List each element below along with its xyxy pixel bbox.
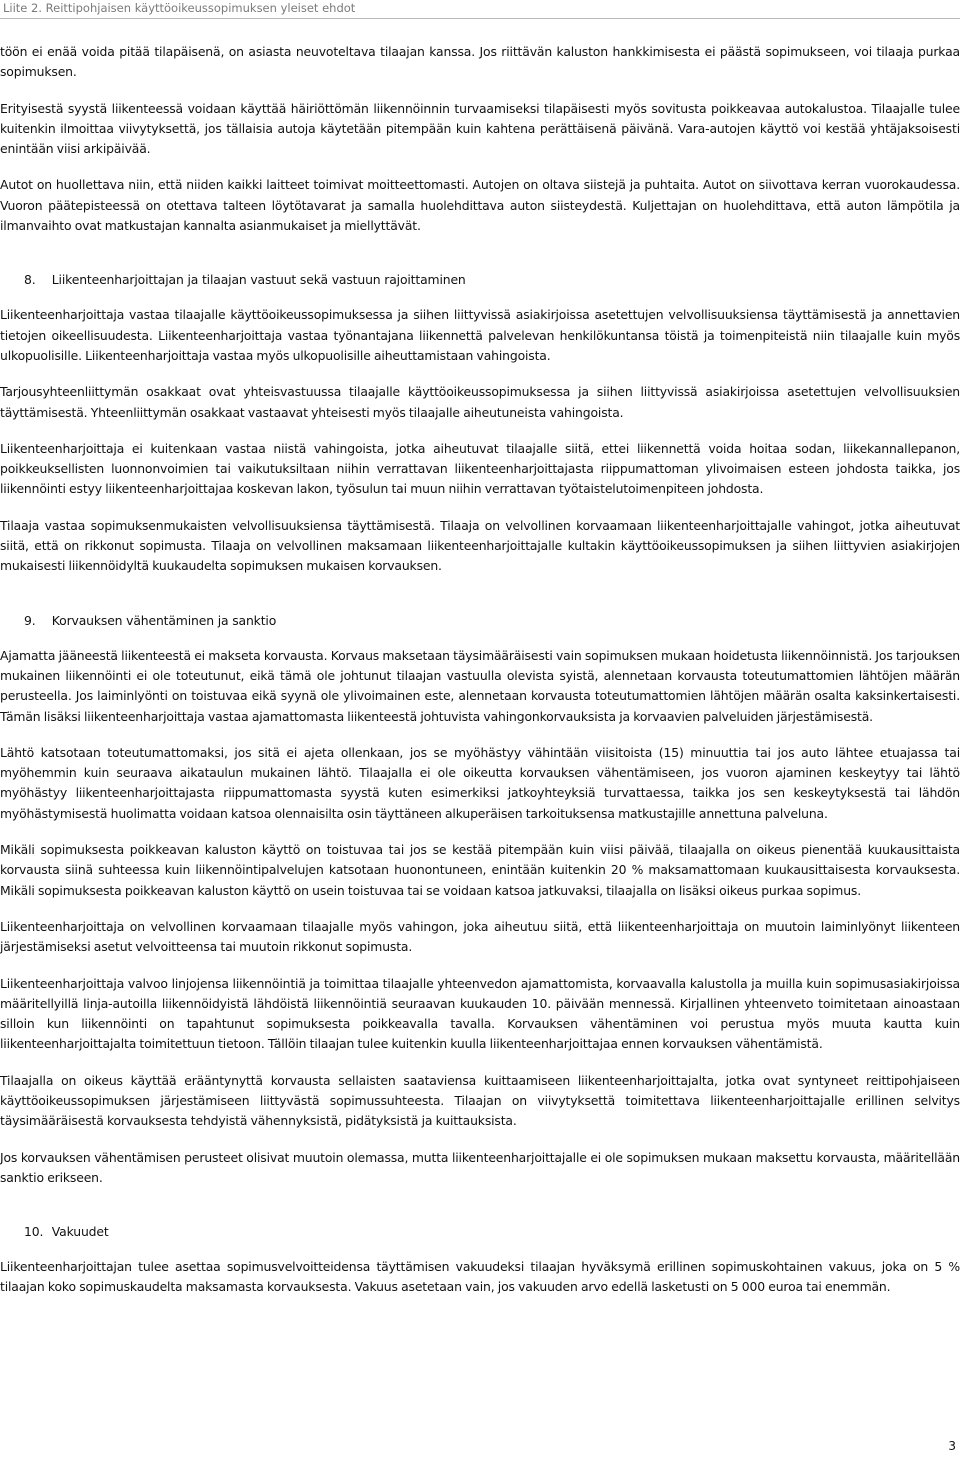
paragraph: Autot on huollettava niin, että niiden kaikki laitteet toimivat moitteettomasti. Autojen on oltava siistejä ja puhtaita. Autot on siivottava kerran vuorokaudessa. Vuoron päätepisteessä on otettava talteen löytötavarat ja samalla huolehdittava auton siisteydestä. Kuljettajan on huolehdittava, että auton lämpötila ja ilmanvaihto ovat matkustajan kannalta asianmukaiset ja miellyttävät. [0, 177, 960, 234]
paragraph: Tilaaja vastaa sopimuksenmukaisten velvollisuuksiensa täyttämisestä. Tilaaja on velvollinen korvaamaan liikenteenharjoittajalle vahingot, jotka aiheutuvat siitä, että on rikkonut sopimusta. Tilaaja on velvollinen maksamaan liikenteenharjoittajalle kultakin käyttöoikeussopimuksen ja siihen liittyvien asiakirjojen mukaisesti liikennöidyltä kuukaudelta sopimuksen mukaisen korvauksen. [0, 517, 960, 574]
section-title: Liikenteenharjoittajan ja tilaajan vastuut sekä vastuun rajoittaminen [51, 272, 466, 288]
section-number: 10. [24, 1224, 44, 1240]
section-number: 9. [24, 612, 36, 628]
paragraph: Jos korvauksen vähentämisen perusteet olisivat muutoin olemassa, mutta liikenteenharjoittajalle ei ole sopimuksen mukaan maksettu korvausta, määritellään sanktio erikseen. [0, 1149, 960, 1185]
paragraph: Liikenteenharjoittaja on velvollinen korvaamaan tilaajalle myös vahingon, joka aiheutuu siitä, että liikenteenharjoittaja on muutoin laiminlyönyt liikenteen järjestämiseksi asetut velvoitteensa tai muutoin rikkonut sopimusta. [0, 918, 960, 955]
page-header [0, 0, 960, 19]
paragraph: Liikenteenharjoittaja valvoo linjojensa liikennöintiä ja toimittaa tilaajalle yhteenvedon ajamattomista, korvaavalla kalustolla ja muilla kuin sopimusasiakirjoissa määritellyillä linja-autoilla liikennöidyistä lähdöistä liikennöintiä seuraavan kuukauden 10. päivään mennessä. Kirjallinen yhteenveto toimitetaan ainoastaan silloin kun liikennöinti on tapahtunut sopimuksesta poikkeavalla tavalla. Korvauksen vähentäminen voi perustua myös muuta kautta kuin liikenteenharjoittajalta toimitettuun tietoon. Tällöin tilaajan tulee kuitenkin kuulla liikenteenharjoittajaa ennen korvauksen vähentämistä. [0, 975, 960, 1052]
paragraph: Liikenteenharjoittaja vastaa tilaajalle käyttöoikeussopimuksessa ja siihen liittyvissä asiakirjoissa asetettujen velvollisuuksiensa täyttämisestä ja annettavien tietojen oikeellisuudesta. Liikenteenharjoittaja vastaa työnantajana liikennettä palvelevan henkilökuntansa töistä ja toimenpiteistä niin tilaajalle kuin myös ulkopuolisille. Liikenteenharjoittaja vastaa myös ulkopuolisille aiheuttamistaan vahingoista. [0, 307, 960, 363]
paragraph: Liikenteenharjoittajan tulee asettaa sopimusvelvoitteidensa täyttämisen vakuudeksi tilaajan hyväksymä erillinen sopimuskohtainen vakuus, joka on 5 % tilaajan koko sopimuskaudelta maksamasta korvauksesta. Vakuus asetetaan vain, jos vakuuden arvo edellä lasketusti on 5 000 euroa tai enemmän. [0, 1259, 960, 1295]
section-title: Korvauksen vähentäminen ja sanktio [51, 612, 277, 628]
paragraph: Tilaajalla on oikeus käyttää erääntynyttä korvausta sellaisten saataviensa kuittaamiseen liikenteenharjoittajalta, jotka ovat syntyneet reittipohjaiseen käyttöoikeussopimuksen järjestämiseen liittyvästä sopimussuhteesta. Tilaajan on viivytyksettä toimitettava liikenteenharjoittajalle erillinen selvitys täysimääräisestä korvauksesta tehdyistä vähennyksistä, pidätyksistä ja kuittauksista. [0, 1072, 960, 1129]
paragraph: Mikäli sopimuksesta poikkeavan kaluston käyttö on toistuvaa tai jos se kestää pitempään kuin viisi päivää, tilaajalla on oikeus pienentää kuukausittaista korvausta siinä suhteessa kuin liikennöintipalvelujen katsotaan huonontuneen, enintään kuitenkin 20 % maksamattomaan kuukausittaisesta korvauksesta. Mikäli sopimuksesta poikkeavan kaluston käyttö on usein toistuvaa tai se voidaan katsoa jatkuvaksi, tilaajalla on lisäksi oikeus purkaa sopimus. [0, 842, 960, 898]
paragraph: Ajamatta jääneestä liikenteestä ei makseta korvausta. Korvaus maksetaan täysimääräisesti vain sopimuksen mukaan hoidetusta liikennöinnistä. Jos tarjouksen mukainen liikennöinti ei ole toteutunut, eikä tämä ole johtunut tilaajan vastuulla olevista syistä, alennetaan korvausta toteutumattomien lähtöjen määrän perusteella. Jos laiminlyönti on toistuvaa eikä syynä ole ylivoimainen este, alennetaan korvausta toteutumattomien lähtöjen määrän osalta kaksinkertaisesti. Tämän lisäksi liikenteenharjoittaja vastaa ajamattomasta liikenteestä johtuvista vahingonkorvauksista ja korvaavien palveluiden järjestämisestä. [0, 647, 960, 724]
section-title: Vakuudet [51, 1224, 109, 1240]
page-number: 3 [948, 1439, 956, 1453]
header-title: Liite 2. Reittipohjaisen käyttöoikeussopimuksen yleiset ehdot [3, 1, 356, 15]
paragraph: Erityisestä syystä liikenteessä voidaan käyttää häiriöttömän liikennöinnin turvaamiseksi tilapäisesti myös sovitusta poikkeavaa autokalustoa. Tilaajalle tulee kuitenkin ilmoittaa viivytyksettä, jos tällaisia autoja käytetään pitempään kuin kahtena perättäisenä päivänä. Vara-autojen käyttö voi kestää yhtäjaksoisesti enintään viisi arkipäivää. [0, 100, 960, 157]
paragraph: töön ei enää voida pitää tilapäisenä, on asiasta neuvoteltava tilaajan kanssa. Jos riittävän kaluston hankkimisesta ei päästä sopimukseen, voi tilaaja purkaa sopimuksen. [0, 44, 960, 80]
section-heading-9 [0, 611, 960, 631]
paragraph: Tarjousyhteenliittymän osakkaat ovat yhteisvastuussa tilaajalle käyttöoikeussopimuksessa ja siihen liittyvissä asiakirjoissa asetettujen velvollisuuksien täyttämisestä. Yhteenliittymän osakkaat vastaavat yhteisesti myös tilaajalle aiheutuneista vahingoista. [0, 384, 960, 420]
paragraph: Liikenteenharjoittaja ei kuitenkaan vastaa niistä vahingoista, jotka aiheutuvat tilaajalle siitä, ettei liikennettä voida hoitaa sodan, liikekannallepanon, poikkeuksellisten luonnonvoimien tai vaikutuksiltaan niihin verrattavan liikenteenharjoittajasta riippumattoman ylivoimaisen esteen johdosta taikka, jos liikennöinti estyy liikenteenharjoittajaa koskevan lakon, työsulun tai muun niihin verrattavan työtaistelutoimenpiteen johdosta. [0, 440, 960, 497]
section-heading-8 [0, 270, 960, 290]
document-body [0, 42, 960, 1314]
paragraph: Lähtö katsotaan toteutumattomaksi, jos sitä ei ajeta ollenkaan, jos se myöhästyy vähintään viisitoista (15) minuuttia tai jos auto lähtee etuajassa tai myöhemmin kuin seuraava aikataulun mukainen lähtö. Tilaajalla ei ole oikeutta korvauksen vähentämiseen, jos vuoron ajaminen keskeytyy tai lähtö myöhästyy liikenteenharjoittajasta riippumattomasta syystä kuten esimerkiksi jatkoyhteyksiä turvattaessa, taikka jos sen keskeytyksestä tai lähdön myöhästymisestä huolimatta voidaan katsoa olennaisilta osin täyttäneen alkuperäisen tarkoituksensa matkustajille annettuna palveluna. [0, 744, 960, 821]
section-heading-10 [0, 1222, 960, 1242]
section-number: 8. [24, 272, 36, 288]
